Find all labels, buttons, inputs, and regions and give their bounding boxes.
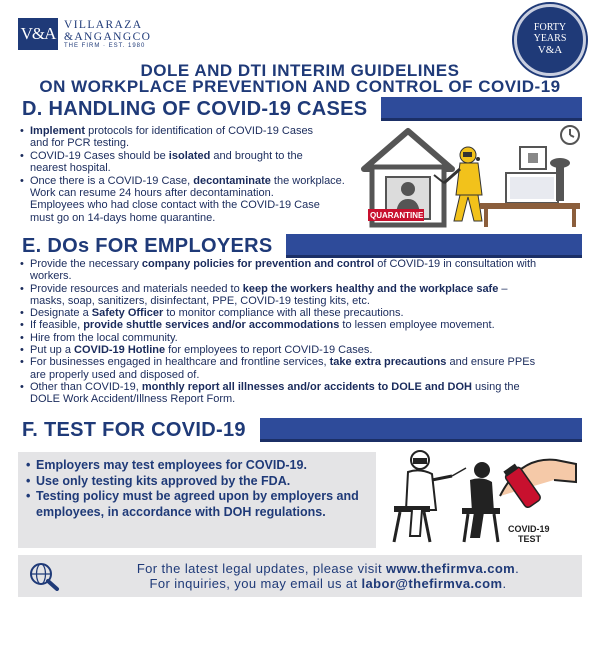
list-item: • Other than COVID-19, monthly report all illnesses and/or accidents to DOLE and DOH using the DOLE Work Accident/Illness Report Form. (20, 381, 580, 406)
search-globe-icon (28, 561, 60, 591)
brand-header (18, 18, 151, 50)
email-link[interactable]: labor@thefirmva.com (361, 576, 503, 591)
kit-label-2: TEST (518, 534, 542, 544)
section-d-band (18, 97, 582, 121)
section-e-band (18, 234, 582, 258)
section-e-list (20, 258, 580, 406)
website-link[interactable]: www.thefirmva.com (386, 561, 516, 576)
section-d-heading: D. HANDLING OF COVID-19 CASES (18, 97, 381, 121)
brand-logo: V&A (18, 18, 58, 50)
section-e-heading: E. DOs FOR EMPLOYERS (18, 234, 286, 258)
footer-line-1: For the latest legal updates, please visit www.thefirmva.com. (136, 561, 520, 576)
list-item: • Designate a Safety Officer to monitor compliance with all these precautions. (20, 307, 580, 319)
list-item: • Employers may test employees for COVID-19. (26, 458, 370, 474)
list-item: • If feasible, provide shuttle services and/or accommodations to lessen employee movement. (20, 319, 580, 331)
seal-line-3: V&A (537, 44, 563, 57)
section-f-panel (18, 452, 376, 548)
brand-name (64, 19, 151, 49)
section-f-band (18, 418, 582, 442)
list-item: • COVID-19 Cases should be isolated and brought to the nearest hospital. (20, 150, 360, 175)
quarantine-label: QUARANTINE (370, 211, 424, 220)
kit-label-1: COVID-19 (508, 524, 550, 534)
list-item: • Testing policy must be agreed upon by employers and employees, in accordance with DOH regulations. (26, 489, 370, 520)
list-item: Employees who had close contact with the COVID-19 Case must go on 14-days home quarantine. (30, 199, 320, 224)
footer-line-2: For inquiries, you may email us at labor@thefirmva.com. (149, 576, 507, 591)
list-item: • Hire from the local community. (20, 332, 580, 344)
page-title-line-2: ON WORKPLACE PREVENTION AND CONTROL OF COVID-19 (39, 77, 561, 96)
page-title-line-1: DOLE AND DTI INTERIM GUIDELINES (140, 61, 460, 80)
list-item: • Provide the necessary company policies for prevention and control of COVID-19 in consultation with workers. (20, 258, 580, 283)
brand-line-3: THE FIRM · EST. 1980 (64, 42, 146, 49)
section-f-list (26, 458, 370, 520)
list-item: • Implement protocols for identification of COVID-19 Cases and for PCR testing. (20, 125, 360, 150)
section-d-list (20, 125, 360, 224)
list-item: • Provide resources and materials needed to keep the workers healthy and the workplace safe – masks, soap, sanitizers, disinfectant, PPE, COVID-19 testing kits, etc. (20, 283, 580, 308)
footer-panel (18, 555, 582, 597)
list-item: • Use only testing kits approved by the FDA. (26, 474, 370, 490)
section-f-heading: F. TEST FOR COVID-19 (18, 418, 260, 442)
brand-line-1: VILLARAZA (64, 18, 143, 31)
list-item: • For businesses engaged in healthcare and frontline services, take extra precautions and ensure PPEs are properly used and disposed of. (20, 356, 580, 381)
seal-line-1: FORTY (533, 22, 567, 34)
footer-text (78, 561, 578, 591)
list-item: • Once there is a COVID-19 Case, decontaminate the workplace. Work can resume 24 hours after decontamination. (20, 175, 360, 200)
list-item: • Put up a COVID-19 Hotline for employees to report COVID-19 Cases. (20, 344, 580, 356)
brand-line-2: &ANGANGCO (64, 30, 152, 43)
seal-line-2: YEARS (533, 33, 567, 45)
covid-test-illustration (380, 446, 582, 550)
quarantine-illustration (360, 125, 582, 229)
